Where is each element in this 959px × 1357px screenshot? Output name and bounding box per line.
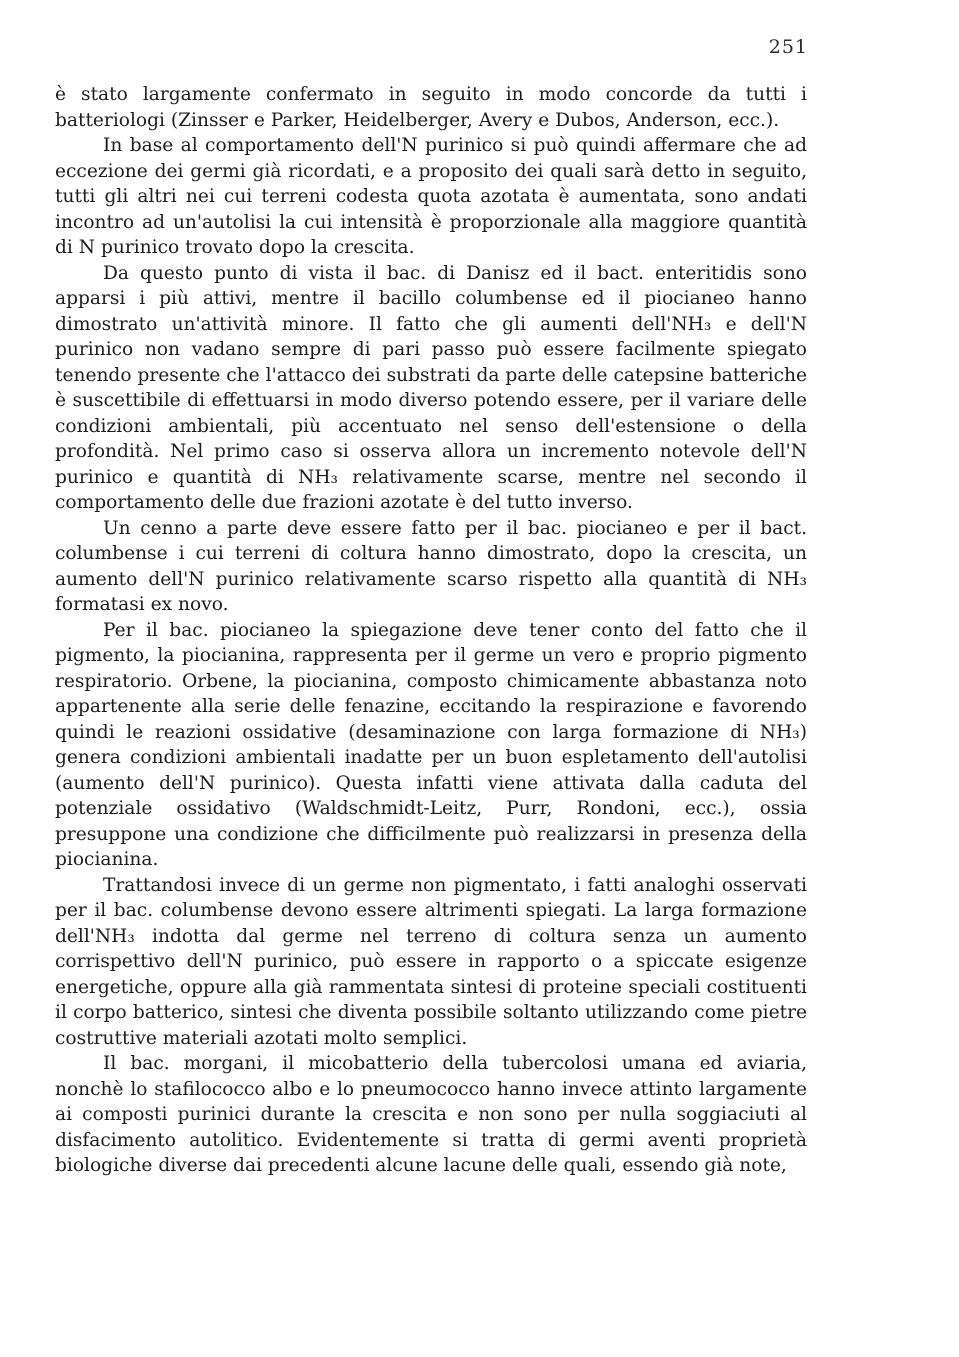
paragraph: Per il bac. piocianeo la spiegazione deve tener conto del fatto che il pigmento, la piocianina, rappresenta per il germe un vero e proprio pigmento respiratorio. Orbene, la piocianina, composto chimicamente abbastanza noto appartenente alla serie delle fenazine, eccitando la respirazione e favorendo quindi le reazioni ossidative (desaminazione con larga formazione di NH₃) genera condizioni ambientali inadatte per un buon espletamento dell'autolisi (aumento dell'N purinico). Questa infatti viene attivata dalla caduta del potenziale ossidativo (Waldschmidt-Leitz, Purr, Rondoni, ecc.), ossia presuppone una condizione che difficilmente può realizzarsi in presenza della piocianina. — [55, 619, 807, 870]
paragraph: In base al comportamento dell'N purinico si può quindi affermare che ad eccezione dei germi già ricordati, e a proposito dei quali sarà detto in seguito, tutti gli altri nei cui terreni codesta quota azotata è aumentata, sono andati incontro ad un'autolisi la cui intensità è proporzionale alla maggiore quantità di N purinico trovato dopo la crescita. — [55, 135, 807, 258]
paragraph: Da questo punto di vista il bac. di Danisz ed il bact. enteritidis sono apparsi i più attivi, mentre il bacillo columbense ed il piocianeo hanno dimostrato un'attività minore. Il fatto che gli aumenti dell'NH₃ e dell'N purinico non vadano sempre di pari passo può essere facilmente spiegato tenendo presente che l'attacco dei substrati da parte delle catepsine batteriche è suscettibile di effettuarsi in modo diverso potendo essere, per il variare delle condizioni ambientali, più accentuato nel senso dell'estensione o della profondità. Nel primo caso si osserva allora un incremento notevole dell'N purinico e quantità di NH₃ relativamente scarse, mentre nel secondo il comportamento delle due frazioni azotate è del tutto inverso. — [55, 262, 807, 513]
paragraph: Il bac. morgani, il micobatterio della tubercolosi umana ed aviaria, nonchè lo stafilococco albo e lo pneumococco hanno invece attinto largamente ai composti purinici durante la crescita e non sono per nulla soggiaciuti al disfacimento autolitico. Evidentemente si tratta di germi aventi proprietà biologiche diverse dai precedenti alcune lacune delle quali, essendo già note, — [55, 1053, 807, 1176]
page-number: 251 — [768, 36, 808, 58]
body-text — [55, 82, 807, 1179]
paragraph: è stato largamente confermato in seguito in modo concorde da tutti i batteriologi (Zinsser e Parker, Heidelberger, Avery e Dubos, Anderson, ecc.). — [55, 84, 807, 131]
paragraph: Un cenno a parte deve essere fatto per il bac. piocianeo e per il bact. columbense i cui terreni di coltura hanno dimostrato, dopo la crescita, un aumento dell'N purinico relativamente scarso rispetto alla quantità di NH₃ formatasi ex novo. — [55, 517, 807, 615]
paragraph: Trattandosi invece di un germe non pigmentato, i fatti analoghi osservati per il bac. columbense devono essere altrimenti spiegati. La larga formazione dell'NH₃ indotta dal germe nel terreno di coltura senza un aumento corrispettivo dell'N purinico, può essere in rapporto o a spiccate esigenze energetiche, oppure alla già rammentata sintesi di proteine speciali costituenti il corpo batterico, sintesi che diventa possibile soltanto utilizzando come pietre costruttive materiali azotati molto semplici. — [55, 874, 807, 1049]
